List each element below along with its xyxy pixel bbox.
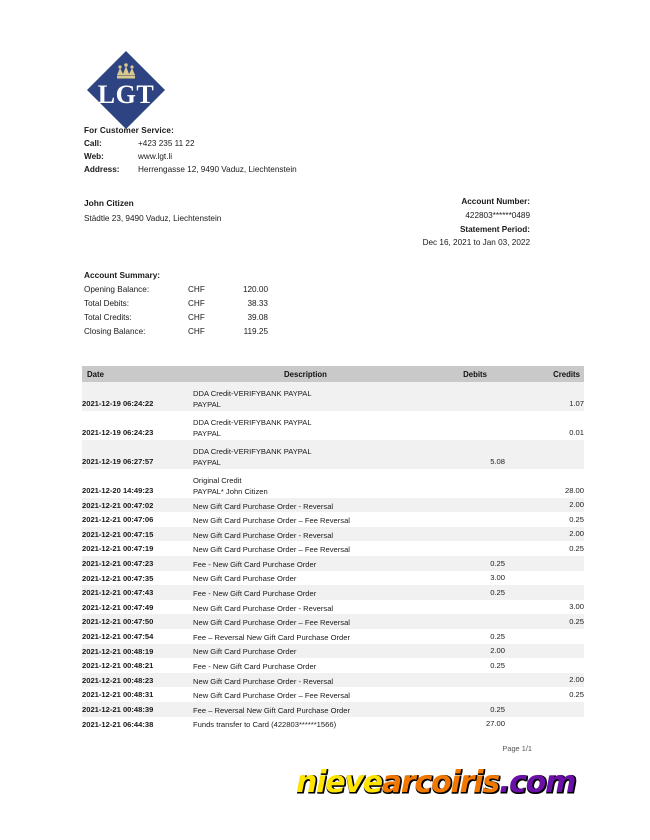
- description-line-2: Funds transfer to Card (422803******1566): [193, 720, 337, 730]
- cell-date: 2021-12-21 00:48:31: [82, 687, 193, 702]
- description-line-2: New Gift Card Purchase Order - Reversal: [193, 676, 334, 686]
- statement-period-label: Statement Period:: [459, 224, 530, 234]
- cell-credit: 28.00: [505, 469, 584, 498]
- cell-date: 2021-12-21 00:47:19: [82, 541, 193, 556]
- cell-date: 2021-12-21 00:47:49: [82, 600, 193, 615]
- cell-credit: [505, 644, 584, 659]
- lgt-logo-text: LGT: [97, 80, 155, 109]
- customer-service-address-row: [84, 166, 484, 175]
- cell-debit: [418, 512, 505, 527]
- table-row[interactable]: [82, 512, 584, 527]
- transactions-table-body: [82, 382, 584, 732]
- summary-row-opening-balance: [84, 286, 268, 295]
- description-line-2: PAYPAL: [193, 399, 221, 409]
- address-value: Herrengasse 12, 9490 Vaduz, Liechtenstein: [138, 165, 297, 174]
- total-credits-amount: 39.08: [247, 312, 268, 322]
- call-label: Call:: [84, 138, 102, 148]
- description-line-1: DDA Credit-VERIFYBANK PAYPAL: [193, 447, 312, 457]
- total-credits-currency: CHF: [188, 312, 205, 322]
- cell-description: [193, 440, 418, 469]
- watermark-part-2: arcoiris: [381, 765, 499, 800]
- account-summary-title: Account Summary:: [84, 270, 161, 280]
- address-label: Address:: [84, 165, 120, 174]
- cell-credit: [505, 440, 584, 469]
- web-label: Web:: [84, 151, 104, 161]
- cell-credit: 0.25: [505, 541, 584, 556]
- cell-date: 2021-12-19 06:24:23: [82, 411, 193, 440]
- cell-credit: [505, 717, 584, 732]
- table-row[interactable]: [82, 556, 584, 571]
- table-row[interactable]: [82, 673, 584, 688]
- cell-credit: 0.25: [505, 614, 584, 629]
- total-debits-label: Total Debits:: [84, 298, 130, 308]
- table-row[interactable]: [82, 571, 584, 586]
- cell-debit: 2.00: [418, 644, 505, 659]
- table-row[interactable]: [82, 382, 584, 411]
- cell-description: [193, 687, 418, 702]
- table-row[interactable]: [82, 411, 584, 440]
- summary-row-closing-balance: [84, 328, 268, 337]
- cell-credit: [505, 585, 584, 600]
- column-header-credits[interactable]: Credits: [505, 366, 584, 382]
- account-summary-block: [84, 270, 268, 342]
- table-row[interactable]: [82, 717, 584, 732]
- cell-credit: 1.07: [505, 382, 584, 411]
- closing-balance-currency: CHF: [188, 326, 205, 336]
- cell-credit: [505, 658, 584, 673]
- cell-date: 2021-12-21 00:47:02: [82, 498, 193, 513]
- cell-debit: [418, 469, 505, 498]
- cell-description: [193, 644, 418, 659]
- cell-debit: 0.25: [418, 556, 505, 571]
- site-watermark: [296, 765, 576, 800]
- opening-balance-currency: CHF: [188, 284, 205, 294]
- description-line-2: New Gift Card Purchase Order – Fee Reversal: [193, 618, 350, 628]
- cell-description: [193, 600, 418, 615]
- cell-description: [193, 541, 418, 556]
- cell-debit: [418, 527, 505, 542]
- table-row[interactable]: [82, 469, 584, 498]
- cell-credit: 3.00: [505, 600, 584, 615]
- cell-date: 2021-12-21 00:47:23: [82, 556, 193, 571]
- description-line-2: PAYPAL* John Citizen: [193, 486, 268, 496]
- description-line-2: New Gift Card Purchase Order – Fee Reversal: [193, 545, 350, 555]
- opening-balance-label: Opening Balance:: [84, 284, 150, 294]
- cell-description: [193, 527, 418, 542]
- table-row[interactable]: [82, 687, 584, 702]
- description-line-1: DDA Credit-VERIFYBANK PAYPAL: [193, 389, 312, 399]
- cell-date: 2021-12-19 06:27:57: [82, 440, 193, 469]
- table-row[interactable]: [82, 585, 584, 600]
- page-number: Page 1/1: [502, 744, 532, 753]
- customer-name: John Citizen: [84, 198, 134, 208]
- watermark-part-1: nieve: [296, 765, 382, 800]
- customer-service-title: For Customer Service:: [84, 126, 174, 135]
- column-header-date[interactable]: Date: [82, 366, 193, 382]
- closing-balance-amount: 119.25: [243, 326, 268, 336]
- cell-date: 2021-12-21 00:47:35: [82, 571, 193, 586]
- description-line-2: PAYPAL: [193, 428, 221, 438]
- cell-date: 2021-12-19 06:24:22: [82, 382, 193, 411]
- table-row[interactable]: [82, 614, 584, 629]
- cell-description: [193, 382, 418, 411]
- cell-credit: [505, 571, 584, 586]
- customer-service-web-row: [84, 153, 484, 162]
- cell-debit: 0.25: [418, 629, 505, 644]
- lgt-logo-svg: [84, 48, 168, 132]
- cell-credit: 2.00: [505, 527, 584, 542]
- cell-description: [193, 571, 418, 586]
- table-row[interactable]: [82, 629, 584, 644]
- web-value[interactable]: www.lgt.li: [138, 151, 173, 161]
- cell-description: [193, 556, 418, 571]
- description-line-2: Fee - New Gift Card Purchase Order: [193, 589, 317, 599]
- description-line-2: Fee - New Gift Card Purchase Order: [193, 559, 317, 569]
- account-number-label: Account Number:: [461, 197, 530, 206]
- cell-description: [193, 469, 418, 498]
- table-row[interactable]: [82, 658, 584, 673]
- description-line-2: New Gift Card Purchase Order – Fee Reversal: [193, 516, 350, 526]
- cell-debit: 27.00: [418, 717, 505, 732]
- cell-date: 2021-12-20 14:49:23: [82, 469, 193, 498]
- customer-service-call-row: [84, 140, 484, 149]
- cell-debit: [418, 673, 505, 688]
- cell-credit: 2.00: [505, 498, 584, 513]
- description-line-2: New Gift Card Purchase Order - Reversal: [193, 501, 334, 511]
- cell-description: [193, 702, 418, 717]
- watermark-part-3: .com: [498, 765, 576, 800]
- cell-debit: [418, 614, 505, 629]
- cell-debit: 0.25: [418, 658, 505, 673]
- cell-debit: 0.25: [418, 702, 505, 717]
- description-line-2: PAYPAL: [193, 457, 221, 467]
- total-debits-currency: CHF: [188, 298, 205, 308]
- cell-date: 2021-12-21 06:44:38: [82, 717, 193, 732]
- cell-debit: [418, 541, 505, 556]
- cell-description: [193, 498, 418, 513]
- description-line-2: New Gift Card Purchase Order - Reversal: [193, 603, 334, 613]
- table-row[interactable]: [82, 498, 584, 513]
- cell-date: 2021-12-21 00:47:15: [82, 527, 193, 542]
- cell-date: 2021-12-21 00:47:43: [82, 585, 193, 600]
- transactions-table-head: [82, 366, 584, 382]
- cell-debit: 0.25: [418, 585, 505, 600]
- description-line-1: Original Credit: [193, 476, 242, 486]
- cell-credit: [505, 629, 584, 644]
- cell-date: 2021-12-21 00:47:50: [82, 614, 193, 629]
- description-line-2: New Gift Card Purchase Order – Fee Reversal: [193, 691, 350, 701]
- cell-date: 2021-12-21 00:48:23: [82, 673, 193, 688]
- cell-debit: [418, 498, 505, 513]
- cell-description: [193, 585, 418, 600]
- cell-description: [193, 658, 418, 673]
- cell-description: [193, 673, 418, 688]
- account-number-value: 422803******0489: [465, 210, 530, 220]
- cell-date: 2021-12-21 00:48:39: [82, 702, 193, 717]
- cell-debit: [418, 687, 505, 702]
- transactions-header-row: [82, 366, 584, 382]
- customer-service-block: [84, 126, 484, 179]
- cell-date: 2021-12-21 00:48:19: [82, 644, 193, 659]
- description-line-2: New Gift Card Purchase Order: [193, 647, 297, 657]
- cell-debit: 3.00: [418, 571, 505, 586]
- summary-row-total-debits: [84, 300, 268, 309]
- cell-description: [193, 629, 418, 644]
- description-line-2: Fee - New Gift Card Purchase Order: [193, 662, 317, 672]
- table-row[interactable]: [82, 600, 584, 615]
- cell-credit: 0.01: [505, 411, 584, 440]
- cell-debit: [418, 382, 505, 411]
- cell-date: 2021-12-21 00:48:21: [82, 658, 193, 673]
- cell-debit: [418, 411, 505, 440]
- description-line-1: DDA Credit-VERIFYBANK PAYPAL: [193, 418, 312, 428]
- statement-period-value: Dec 16, 2021 to Jan 03, 2022: [422, 238, 530, 248]
- description-line-2: Fee – Reversal New Gift Card Purchase Order: [193, 705, 350, 715]
- call-value: +423 235 11 22: [138, 138, 195, 148]
- account-block: [250, 198, 530, 253]
- table-row[interactable]: [82, 644, 584, 659]
- cell-credit: 2.00: [505, 673, 584, 688]
- cell-date: 2021-12-21 00:47:54: [82, 629, 193, 644]
- summary-row-total-credits: [84, 314, 268, 323]
- crown-icon: [117, 63, 135, 78]
- cell-date: 2021-12-21 00:47:06: [82, 512, 193, 527]
- opening-balance-amount: 120.00: [242, 284, 268, 294]
- cell-debit: 5.08: [418, 440, 505, 469]
- description-line-2: New Gift Card Purchase Order - Reversal: [193, 530, 334, 540]
- column-header-description[interactable]: Description: [193, 366, 418, 382]
- table-row[interactable]: [82, 702, 584, 717]
- cell-description: [193, 717, 418, 732]
- table-row[interactable]: [82, 527, 584, 542]
- cell-credit: [505, 556, 584, 571]
- description-line-2: New Gift Card Purchase Order: [193, 574, 297, 584]
- cell-credit: 0.25: [505, 687, 584, 702]
- cell-description: [193, 411, 418, 440]
- customer-address: Städtle 23, 9490 Vaduz, Liechtenstein: [84, 213, 222, 223]
- cell-credit: 0.25: [505, 512, 584, 527]
- column-header-debits[interactable]: Debits: [418, 366, 505, 382]
- cell-debit: [418, 600, 505, 615]
- closing-balance-label: Closing Balance:: [84, 326, 146, 336]
- table-row[interactable]: [82, 541, 584, 556]
- cell-description: [193, 614, 418, 629]
- total-debits-amount: 38.33: [247, 298, 268, 308]
- table-row[interactable]: [82, 440, 584, 469]
- cell-description: [193, 512, 418, 527]
- total-credits-label: Total Credits:: [84, 312, 132, 322]
- lgt-logo: [84, 48, 168, 132]
- description-line-2: Fee – Reversal New Gift Card Purchase Order: [193, 632, 350, 642]
- transactions-table: [82, 366, 584, 731]
- cell-credit: [505, 702, 584, 717]
